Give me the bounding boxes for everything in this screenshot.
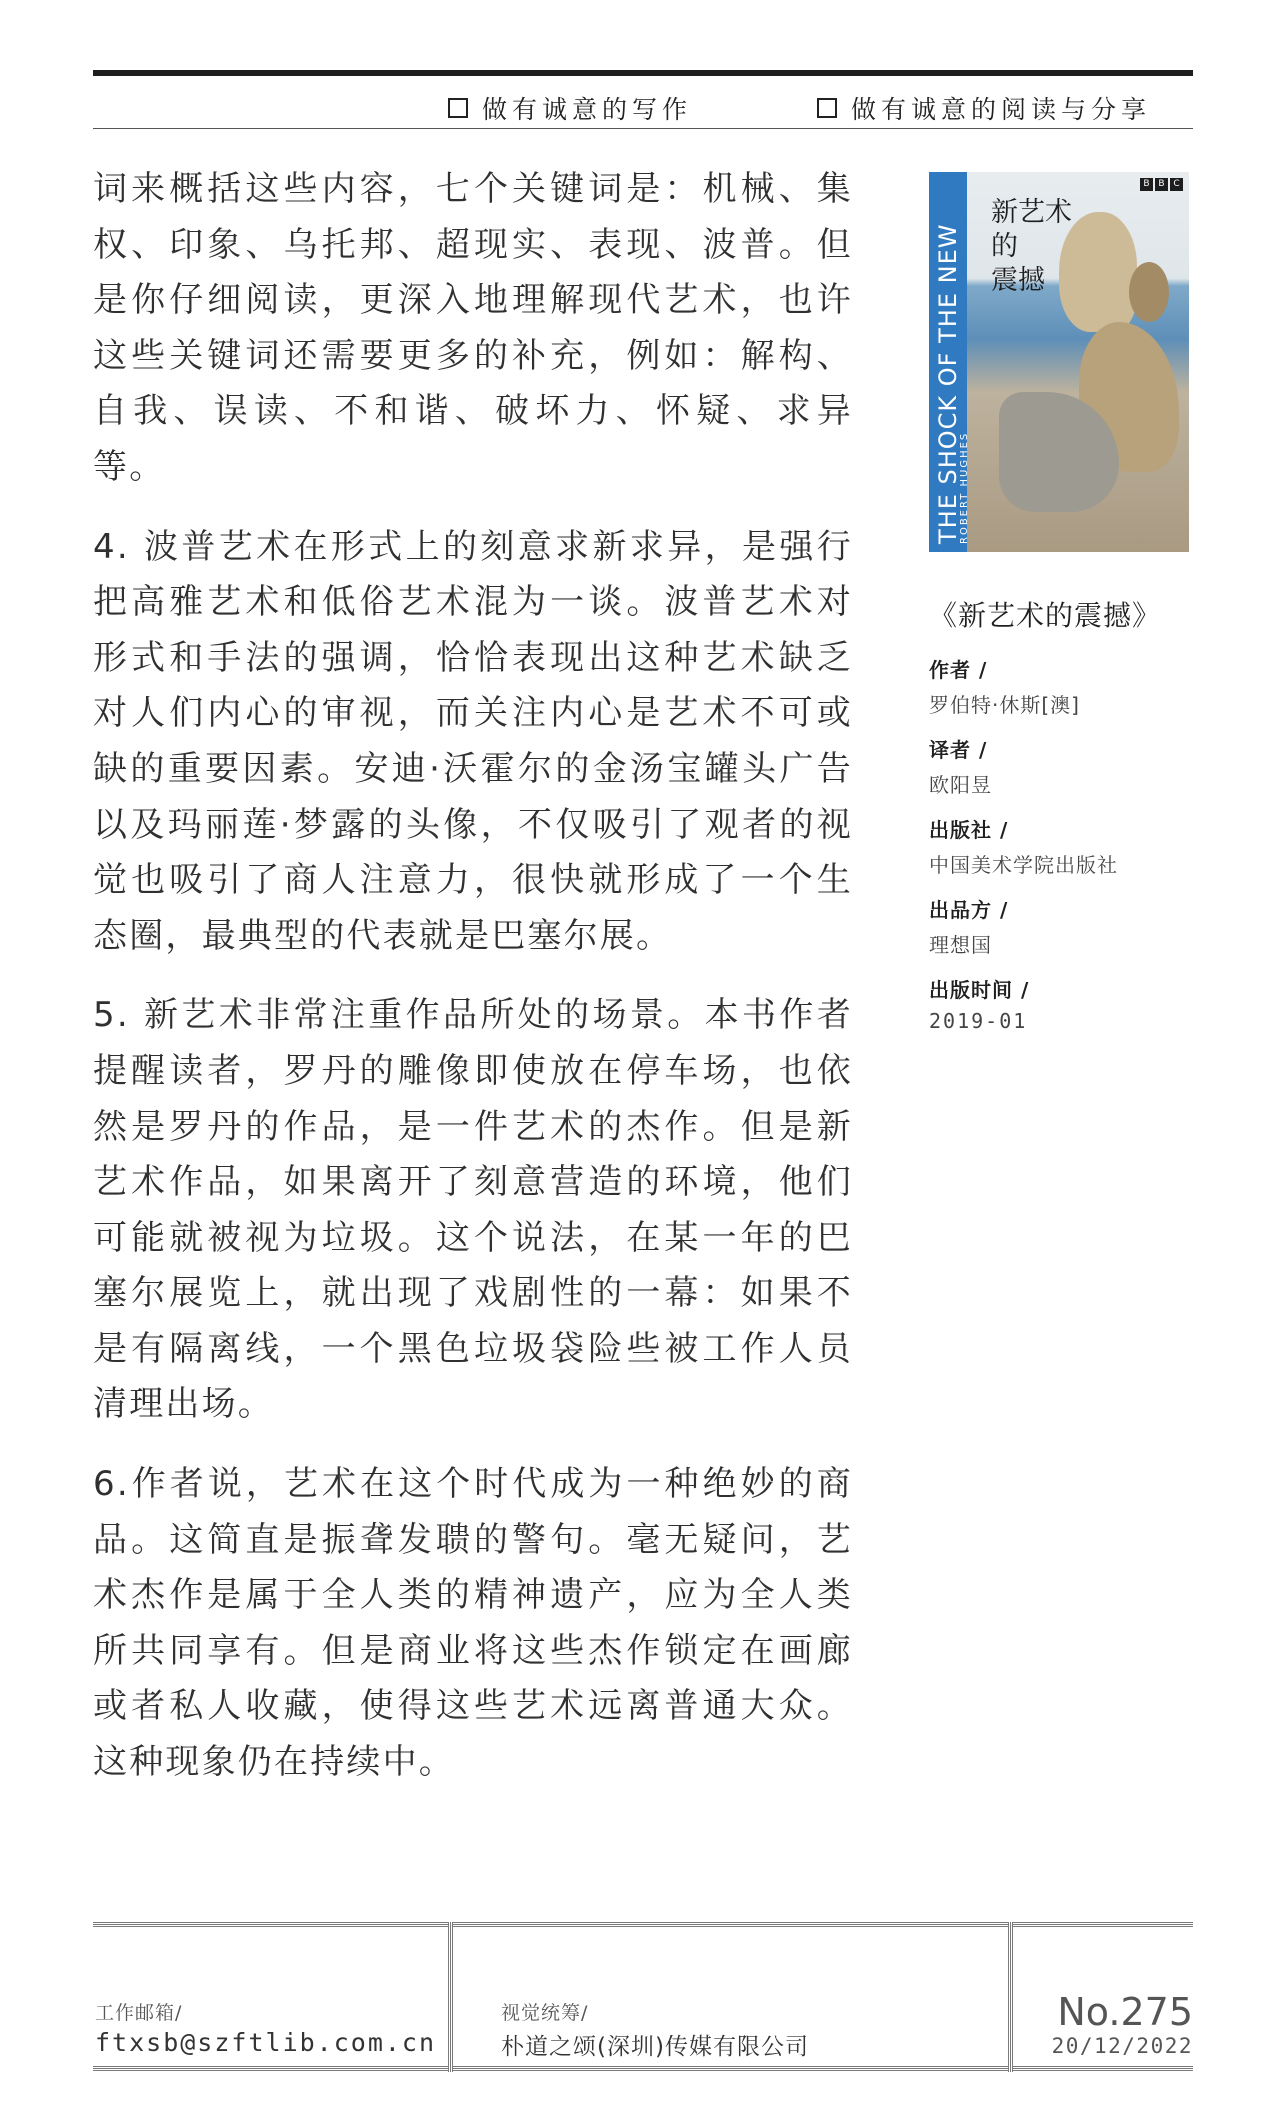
header-slogan-writing-text: 做有诚意的写作: [482, 95, 693, 124]
article-paragraph: 6.作者说，艺术在这个时代成为一种绝妙的商品。这简直是振聋发聩的警句。毫无疑问，艺术杰作是属于全人类的精神遗产，应为全人类所共同享有。但是商业将这些杰作锁定在画廊或者私人收藏，使得这些艺术远离普通大众。这种现象仍在持续中。: [93, 1464, 853, 1783]
design-label: 视觉统筹/: [501, 2002, 589, 2024]
meta-value-author: 罗伯特·休斯[澳]: [929, 693, 1080, 717]
article-paragraph: 5. 新艺术非常注重作品所处的场景。本书作者提醒读者，罗丹的雕像即使放在停车场，也依然是罗丹的作品，是一件艺术的杰作。但是新艺术作品，如果离开了刻意营造的环境，他们可能就被视为垃圾。这个说法，在某一年的巴塞尔展览上，就出现了戏剧性的一幕：如果不是有隔离线，一个黑色垃圾袋险些被工作人员清理出场。: [93, 995, 853, 1425]
article-paragraph: 词来概括这些内容，七个关键词是：机械、集权、印象、乌托邦、超现实、表现、波普。但是你仔细阅读，更深入地理解现代艺术，也许这些关键词还需要更多的补充，例如：解构、自我、误读、不和谐、破坏力、怀疑、求异等。: [93, 169, 853, 487]
article-body: [93, 162, 853, 1815]
meta-value-producer: 理想国: [929, 933, 992, 957]
footer-bottom-rule: [93, 2066, 1193, 2071]
meta-value-translator: 欧阳昱: [929, 773, 992, 797]
meta-value-date: 2019-01: [929, 1009, 1028, 1033]
meta-label-publisher: 出版社 /: [929, 818, 1009, 842]
email-link[interactable]: ftxsb@szftlib.com.cn: [95, 2028, 437, 2057]
meta-label-date: 出版时间 /: [929, 978, 1030, 1002]
book-title: 《新艺术的震撼》: [929, 599, 1162, 632]
cover-chinese-title: 新艺术 的 震撼: [991, 197, 1072, 296]
header-slogan-writing: [448, 90, 692, 126]
bbc-logo-icon: B B C: [1140, 178, 1183, 191]
article-paragraph: 4. 波普艺术在形式上的刻意求新求异，是强行把高雅艺术和低俗艺术混为一谈。波普艺术对形式和手法的强调，恰恰表现出这种艺术缺乏对人们内心的审视，而关注内心是艺术不可或缺的重要因素。安迪·沃霍尔的金汤宝罐头广告以及玛丽莲·梦露的头像，不仅吸引了观者的视觉也吸引了商人注意力，很快就形成了一个生态圈，最典型的代表就是巴塞尔展。: [93, 526, 853, 956]
header-slogan-reading: [817, 90, 1151, 126]
meta-label-producer: 出品方 /: [929, 898, 1009, 922]
checkbox-square-icon: [817, 98, 837, 118]
book-cover-image: [929, 172, 1189, 552]
issue-date: 20/12/2022: [1051, 2034, 1193, 2058]
issue-number: No.275: [1057, 1990, 1193, 2034]
meta-label-author: 作者 /: [929, 658, 988, 682]
checkbox-square-icon: [448, 98, 468, 118]
top-rule: [93, 70, 1193, 76]
header-slogan-reading-text: 做有诚意的阅读与分享: [851, 95, 1152, 124]
cover-figure-shape: [1129, 262, 1169, 322]
footer-divider: [1008, 1922, 1013, 2072]
email-label: 工作邮箱/: [95, 2002, 183, 2024]
footer-top-rule: [93, 1922, 1193, 1927]
design-company: 朴道之颂(深圳)传媒有限公司: [501, 2034, 809, 2060]
meta-label-translator: 译者 /: [929, 738, 988, 762]
page-footer: [93, 1922, 1193, 2072]
cover-english-title: THE SHOCK OF THE NEW: [934, 223, 962, 544]
meta-value-publisher: 中国美术学院出版社: [929, 853, 1118, 877]
footer-divider: [448, 1922, 453, 2072]
book-info-sidebar: [929, 172, 1194, 1033]
page-header: [93, 84, 1193, 129]
book-meta-list: [929, 654, 1194, 1033]
cover-author-en: ROBERT HUGHES: [959, 431, 970, 544]
